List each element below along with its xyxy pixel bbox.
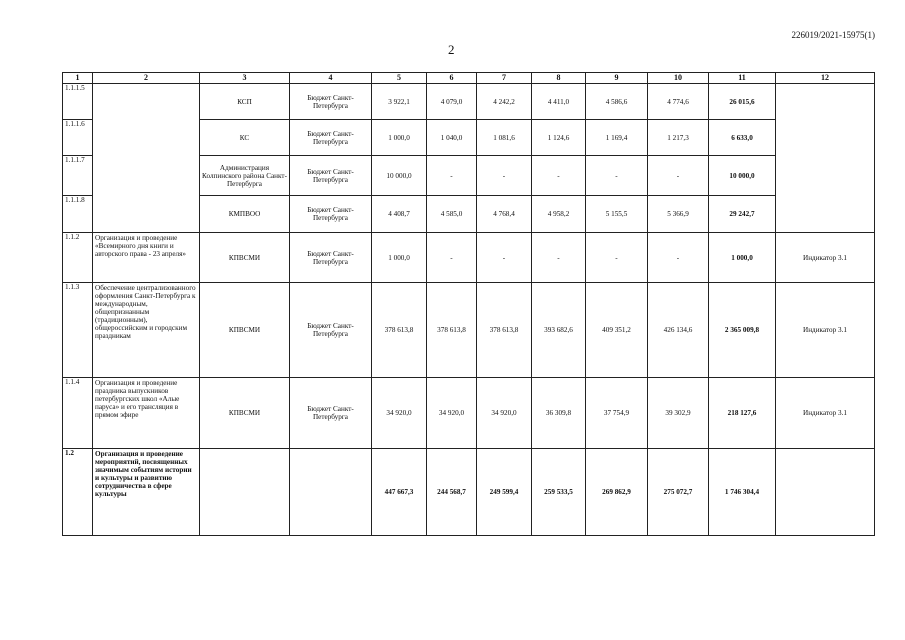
value-cell: 34 920,0 bbox=[372, 378, 427, 449]
value-cell: 249 599,4 bbox=[477, 449, 532, 536]
indicator-cell bbox=[776, 84, 875, 233]
value-cell: - bbox=[477, 233, 532, 283]
value-cell: 4 585,0 bbox=[427, 196, 477, 233]
executor: КПВСМИ bbox=[200, 378, 290, 449]
value-cell: 4 768,4 bbox=[477, 196, 532, 233]
value-cell: - bbox=[532, 156, 586, 196]
value-cell: - bbox=[586, 156, 648, 196]
value-cell: 34 920,0 bbox=[477, 378, 532, 449]
value-cell: 4 411,0 bbox=[532, 84, 586, 120]
value-cell: - bbox=[427, 156, 477, 196]
value-cell: 447 667,3 bbox=[372, 449, 427, 536]
value-cell: 4 774,6 bbox=[648, 84, 709, 120]
table-row bbox=[63, 233, 875, 283]
column-header: 7 bbox=[477, 73, 532, 84]
total-cell: 26 015,6 bbox=[709, 84, 776, 120]
row-number: 1.1.2 bbox=[63, 233, 93, 283]
executor: Администрация Колпинского района Санкт-Петербурга bbox=[200, 156, 290, 196]
column-header: 5 bbox=[372, 73, 427, 84]
executor bbox=[200, 449, 290, 536]
funding-source: Бюджет Санкт-Петербурга bbox=[290, 378, 372, 449]
value-cell: 275 072,7 bbox=[648, 449, 709, 536]
total-cell: 218 127,6 bbox=[709, 378, 776, 449]
value-cell: 4 079,0 bbox=[427, 84, 477, 120]
value-cell: 37 754,9 bbox=[586, 378, 648, 449]
value-cell: 1 124,6 bbox=[532, 120, 586, 156]
indicator-cell: Индикатор 3.1 bbox=[776, 283, 875, 378]
funding-source: Бюджет Санкт-Петербурга bbox=[290, 283, 372, 378]
executor: КМПВОО bbox=[200, 196, 290, 233]
column-header: 4 bbox=[290, 73, 372, 84]
row-number: 1.1.4 bbox=[63, 378, 93, 449]
column-header: 11 bbox=[709, 73, 776, 84]
indicator-cell: Индикатор 3.1 bbox=[776, 233, 875, 283]
value-cell: 1 081,6 bbox=[477, 120, 532, 156]
value-cell: 269 862,9 bbox=[586, 449, 648, 536]
funding-source: Бюджет Санкт-Петербурга bbox=[290, 120, 372, 156]
value-cell: 1 217,3 bbox=[648, 120, 709, 156]
table-row bbox=[63, 378, 875, 449]
row-number: 1.1.3 bbox=[63, 283, 93, 378]
executor: КСП bbox=[200, 84, 290, 120]
value-cell: - bbox=[648, 156, 709, 196]
table-row bbox=[63, 84, 875, 120]
value-cell: - bbox=[586, 233, 648, 283]
funding-source: Бюджет Санкт-Петербурга bbox=[290, 156, 372, 196]
value-cell: 10 000,0 bbox=[372, 156, 427, 196]
column-header: 9 bbox=[586, 73, 648, 84]
value-cell: 378 613,8 bbox=[372, 283, 427, 378]
executor: КС bbox=[200, 120, 290, 156]
value-cell: 378 613,8 bbox=[477, 283, 532, 378]
value-cell: 39 302,9 bbox=[648, 378, 709, 449]
value-cell: 378 613,8 bbox=[427, 283, 477, 378]
column-header: 3 bbox=[200, 73, 290, 84]
funding-source: Бюджет Санкт-Петербурга bbox=[290, 233, 372, 283]
row-description: Организация и проведение мероприятий, посвященных значимым событиям истории и культуры и развитию сотрудничества в сфере культуры bbox=[93, 449, 200, 536]
row-number: 1.1.1.7 bbox=[63, 156, 93, 196]
value-cell: 1 169,4 bbox=[586, 120, 648, 156]
value-cell: - bbox=[532, 233, 586, 283]
total-cell: 29 242,7 bbox=[709, 196, 776, 233]
total-cell: 2 365 009,8 bbox=[709, 283, 776, 378]
row-description: Организация и проведение «Всемирного дня книги и авторского права - 23 апреля» bbox=[93, 233, 200, 283]
value-cell: 244 568,7 bbox=[427, 449, 477, 536]
value-cell: 4 408,7 bbox=[372, 196, 427, 233]
value-cell: 36 309,8 bbox=[532, 378, 586, 449]
indicator-cell: Индикатор 3.1 bbox=[776, 378, 875, 449]
total-cell: 1 746 304,4 bbox=[709, 449, 776, 536]
value-cell: 4 958,2 bbox=[532, 196, 586, 233]
budget-table bbox=[62, 72, 875, 536]
value-cell: 1 000,0 bbox=[372, 233, 427, 283]
value-cell: 5 155,5 bbox=[586, 196, 648, 233]
row-number: 1.2 bbox=[63, 449, 93, 536]
row-description: Организация и проведение праздника выпускников петербургских школ «Алые паруса» и его трансляция в прямом эфире bbox=[93, 378, 200, 449]
header-row bbox=[63, 73, 875, 84]
value-cell: 259 533,5 bbox=[532, 449, 586, 536]
total-cell: 10 000,0 bbox=[709, 156, 776, 196]
executor: КПВСМИ bbox=[200, 233, 290, 283]
value-cell: 3 922,1 bbox=[372, 84, 427, 120]
value-cell: - bbox=[477, 156, 532, 196]
value-cell: 5 366,9 bbox=[648, 196, 709, 233]
column-header: 1 bbox=[63, 73, 93, 84]
value-cell: 393 682,6 bbox=[532, 283, 586, 378]
column-header: 10 bbox=[648, 73, 709, 84]
value-cell: 426 134,6 bbox=[648, 283, 709, 378]
column-header: 8 bbox=[532, 73, 586, 84]
document-id: 226019/2021-15975(1) bbox=[791, 30, 875, 40]
funding-source bbox=[290, 449, 372, 536]
value-cell: 1 000,0 bbox=[372, 120, 427, 156]
summary-row bbox=[63, 449, 875, 536]
executor: КПВСМИ bbox=[200, 283, 290, 378]
value-cell: 34 920,0 bbox=[427, 378, 477, 449]
row-description: Обеспечение централизованного оформления Санкт-Петербурга к международным, общепризнанным (традиционным), общероссийским и городским праздникам bbox=[93, 283, 200, 378]
row-description bbox=[93, 84, 200, 233]
table-row bbox=[63, 283, 875, 378]
indicator-cell bbox=[776, 449, 875, 536]
total-cell: 6 633,0 bbox=[709, 120, 776, 156]
row-number: 1.1.1.6 bbox=[63, 120, 93, 156]
value-cell: 409 351,2 bbox=[586, 283, 648, 378]
value-cell: - bbox=[427, 233, 477, 283]
total-cell: 1 000,0 bbox=[709, 233, 776, 283]
row-number: 1.1.1.8 bbox=[63, 196, 93, 233]
row-number: 1.1.1.5 bbox=[63, 84, 93, 120]
value-cell: 1 040,0 bbox=[427, 120, 477, 156]
funding-source: Бюджет Санкт-Петербурга bbox=[290, 84, 372, 120]
value-cell: 4 586,6 bbox=[586, 84, 648, 120]
column-header: 12 bbox=[776, 73, 875, 84]
column-header: 2 bbox=[93, 73, 200, 84]
column-header: 6 bbox=[427, 73, 477, 84]
funding-source: Бюджет Санкт-Петербурга bbox=[290, 196, 372, 233]
value-cell: 4 242,2 bbox=[477, 84, 532, 120]
page-number: 2 bbox=[448, 42, 455, 57]
value-cell: - bbox=[648, 233, 709, 283]
